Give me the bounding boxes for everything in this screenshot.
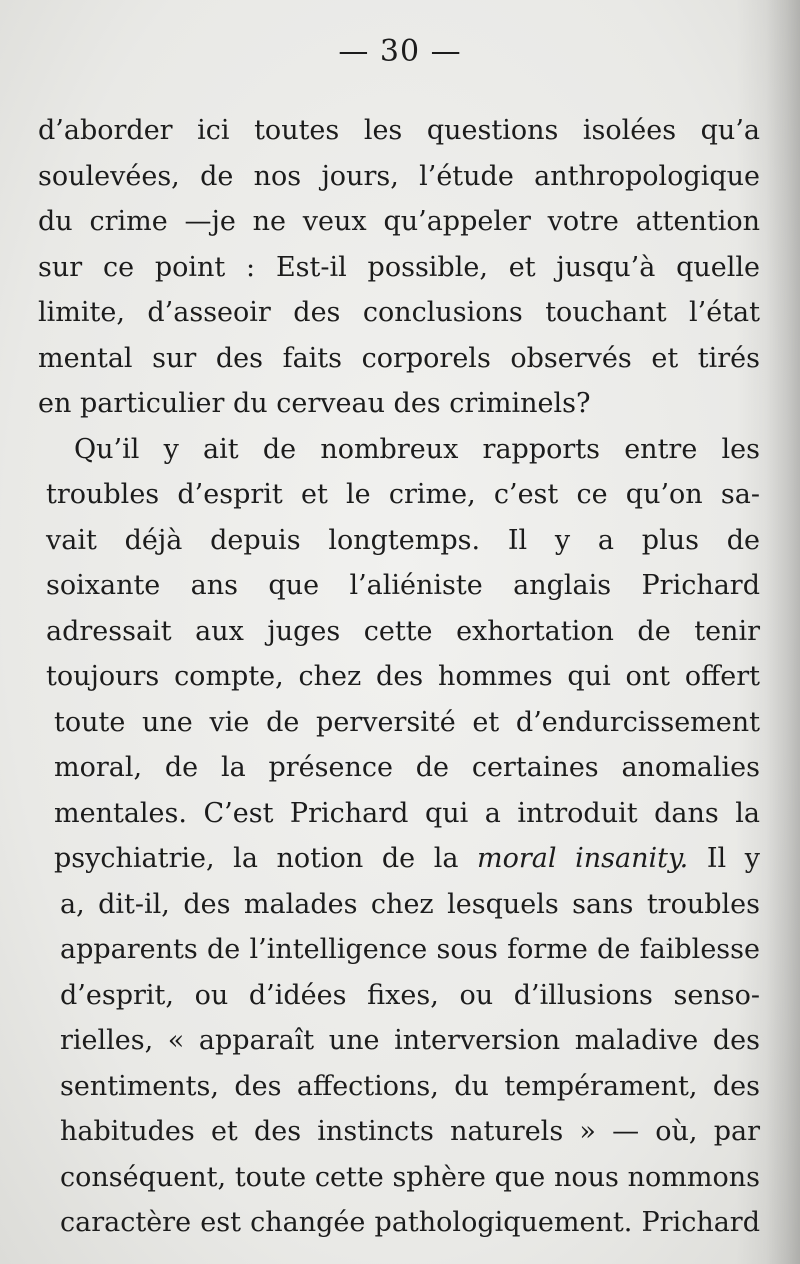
text-line: en particulier du cerveau des criminels?	[38, 388, 591, 419]
text-line: adressait aux juges cette exhortation de tenir	[46, 615, 760, 647]
body-text	[38, 108, 760, 1246]
text-line: soixante ans que l’aliéniste anglais Prichard	[46, 570, 760, 601]
text-line: limite, d’asseoir des conclusions touchant l’état	[38, 297, 760, 328]
text-line: d’esprit, ou d’idées fixes, ou d’illusions senso-	[60, 979, 760, 1011]
text-line: rielles, « apparaît une interversion maladive des	[60, 1025, 760, 1056]
text-line: habitudes et des instincts naturels » — où, par	[60, 1116, 760, 1147]
text-line-with-emphasis	[38, 836, 760, 882]
page-edge-shadow	[766, 0, 800, 1264]
text-line: apparents de l’intelligence sous forme de faiblesse	[60, 934, 760, 965]
text-segment: Il y	[688, 843, 760, 874]
text-line: toujours compte, chez des hommes qui ont offert	[46, 661, 760, 692]
page-number: — 30 —	[338, 34, 462, 69]
text-line: conséquent, toute cette sphère que nous nommons	[60, 1161, 760, 1193]
text-line: toute une vie de perversité et d’endurcissement	[54, 706, 760, 738]
text-segment: psychiatrie, la notion de la	[54, 843, 478, 874]
text-line: troubles d’esprit et le crime, c’est ce qu’on sa-	[46, 479, 760, 510]
text-line: caractère est changée pathologiquement. Prichard	[60, 1207, 760, 1238]
text-line: d’aborder ici toutes les questions isolées qu’a	[38, 115, 760, 146]
text-line: soulevées, de nos jours, l’étude anthropologique	[38, 160, 760, 192]
text-line: sentiments, des affections, du tempérament, des	[60, 1070, 760, 1102]
text-line: moral, de la présence de certaines anomalies	[54, 752, 760, 783]
emphasis-text: moral insanity.	[477, 843, 689, 874]
text-line: mentales. C’est Prichard qui a introduit dans la	[54, 797, 760, 829]
text-line: sur ce point : Est-il possible, et jusqu’à quelle	[38, 251, 760, 283]
text-line: vait déjà depuis longtemps. Il y a plus de	[46, 524, 760, 556]
text-line: a, dit-il, des malades chez lesquels sans troubles	[60, 888, 760, 920]
text-line: mental sur des faits corporels observés et tirés	[38, 342, 760, 374]
text-line: du crime —je ne veux qu’appeler votre attention	[38, 206, 760, 237]
paragraph-first-line: Qu’il y ait de nombreux rapports entre les	[74, 433, 760, 465]
